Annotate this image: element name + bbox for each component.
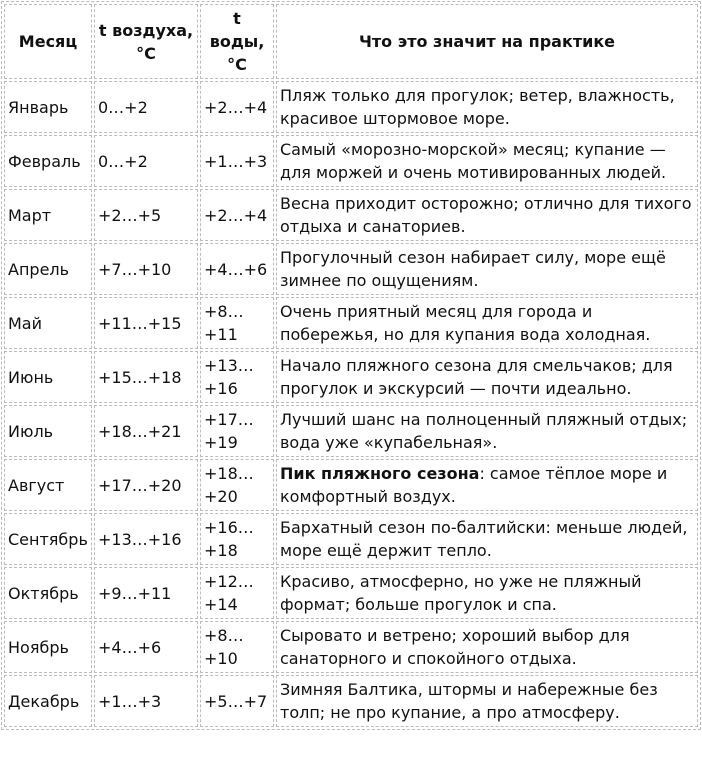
meaning-text: Очень приятный месяц для города и побережья, но для купания вода холодная.	[280, 302, 651, 344]
meaning-cell	[276, 405, 698, 457]
month-cell: Ноябрь	[4, 621, 92, 673]
table-row	[4, 81, 698, 133]
table-row	[4, 243, 698, 295]
water-temp-cell: +2…+4	[200, 81, 274, 133]
meaning-text: Пляж только для прогулок; ветер, влажность, красивое штормовое море.	[280, 86, 675, 128]
air-temp-cell: +1…+3	[94, 675, 198, 727]
month-cell: Сентябрь	[4, 513, 92, 565]
month-cell: Июнь	[4, 351, 92, 403]
water-temp-cell: +16…+18	[200, 513, 274, 565]
water-temp-cell: +18…+20	[200, 459, 274, 511]
air-temp-cell: +18…+21	[94, 405, 198, 457]
water-temp-cell: +17…+19	[200, 405, 274, 457]
meaning-cell	[276, 243, 698, 295]
meaning-cell	[276, 189, 698, 241]
table-row	[4, 189, 698, 241]
water-temp-cell: +8…+10	[200, 621, 274, 673]
meaning-text: Лучший шанс на полноценный пляжный отдых; вода уже «купабельная».	[280, 410, 688, 452]
air-temp-cell: +7…+10	[94, 243, 198, 295]
month-cell: Май	[4, 297, 92, 349]
meaning-text: Сыровато и ветрено; хороший выбор для санаторного и спокойного отдыха.	[280, 626, 630, 668]
month-cell: Июль	[4, 405, 92, 457]
meaning-text: Бархатный сезон по-балтийски: меньше людей, море ещё держит тепло.	[280, 518, 688, 560]
table-row	[4, 513, 698, 565]
table-row	[4, 135, 698, 187]
table-header-row	[4, 4, 698, 79]
air-temp-cell: +4…+6	[94, 621, 198, 673]
meaning-cell	[276, 675, 698, 727]
climate-table	[1, 1, 701, 730]
month-cell: Октябрь	[4, 567, 92, 619]
header-meaning: Что это значит на практике	[276, 4, 698, 79]
meaning-cell	[276, 351, 698, 403]
meaning-text: Начало пляжного сезона для смельчаков; для прогулок и экскурсий — почти идеально.	[280, 356, 673, 398]
air-temp-cell: 0…+2	[94, 135, 198, 187]
meaning-text: Самый «морозно-морской» месяц; купание — для моржей и очень мотивированных людей.	[280, 140, 667, 182]
table-row	[4, 675, 698, 727]
month-cell: Декабрь	[4, 675, 92, 727]
meaning-cell	[276, 567, 698, 619]
meaning-text: : самое тёплое море и комфортный воздух.	[280, 464, 668, 506]
water-temp-cell: +4…+6	[200, 243, 274, 295]
air-temp-cell: +11…+15	[94, 297, 198, 349]
water-temp-cell: +8…+11	[200, 297, 274, 349]
month-cell: Январь	[4, 81, 92, 133]
air-temp-cell: +15…+18	[94, 351, 198, 403]
table-row	[4, 567, 698, 619]
water-temp-cell: +13…+16	[200, 351, 274, 403]
air-temp-cell: +9…+11	[94, 567, 198, 619]
table-row	[4, 621, 698, 673]
meaning-text: Зимняя Балтика, штормы и набережные без толп; не про купание, а про атмосферу.	[280, 680, 658, 722]
air-temp-cell: +17…+20	[94, 459, 198, 511]
meaning-cell	[276, 135, 698, 187]
table-row	[4, 297, 698, 349]
month-cell: Апрель	[4, 243, 92, 295]
table-row	[4, 405, 698, 457]
table-row	[4, 459, 698, 511]
month-cell: Февраль	[4, 135, 92, 187]
meaning-text: Красиво, атмосферно, но уже не пляжный формат; больше прогулок и спа.	[280, 572, 642, 614]
meaning-cell	[276, 621, 698, 673]
table-row	[4, 351, 698, 403]
header-month: Месяц	[4, 4, 92, 79]
air-temp-cell: +2…+5	[94, 189, 198, 241]
air-temp-cell: +13…+16	[94, 513, 198, 565]
meaning-cell	[276, 81, 698, 133]
header-water-temp: t воды, °C	[200, 4, 274, 79]
air-temp-cell: 0…+2	[94, 81, 198, 133]
water-temp-cell: +1…+3	[200, 135, 274, 187]
meaning-cell	[276, 297, 698, 349]
meaning-text: Весна приходит осторожно; отлично для тихого отдыха и санаториев.	[280, 194, 692, 236]
water-temp-cell: +12…+14	[200, 567, 274, 619]
water-temp-cell: +2…+4	[200, 189, 274, 241]
meaning-text: Прогулочный сезон набирает силу, море ещё зимнее по ощущениям.	[280, 248, 666, 290]
water-temp-cell: +5…+7	[200, 675, 274, 727]
highlight-text: Пик пляжного сезона	[280, 464, 480, 483]
month-cell: Март	[4, 189, 92, 241]
month-cell: Август	[4, 459, 92, 511]
header-air-temp: t воздуха, °C	[94, 4, 198, 79]
meaning-cell	[276, 513, 698, 565]
meaning-cell	[276, 459, 698, 511]
